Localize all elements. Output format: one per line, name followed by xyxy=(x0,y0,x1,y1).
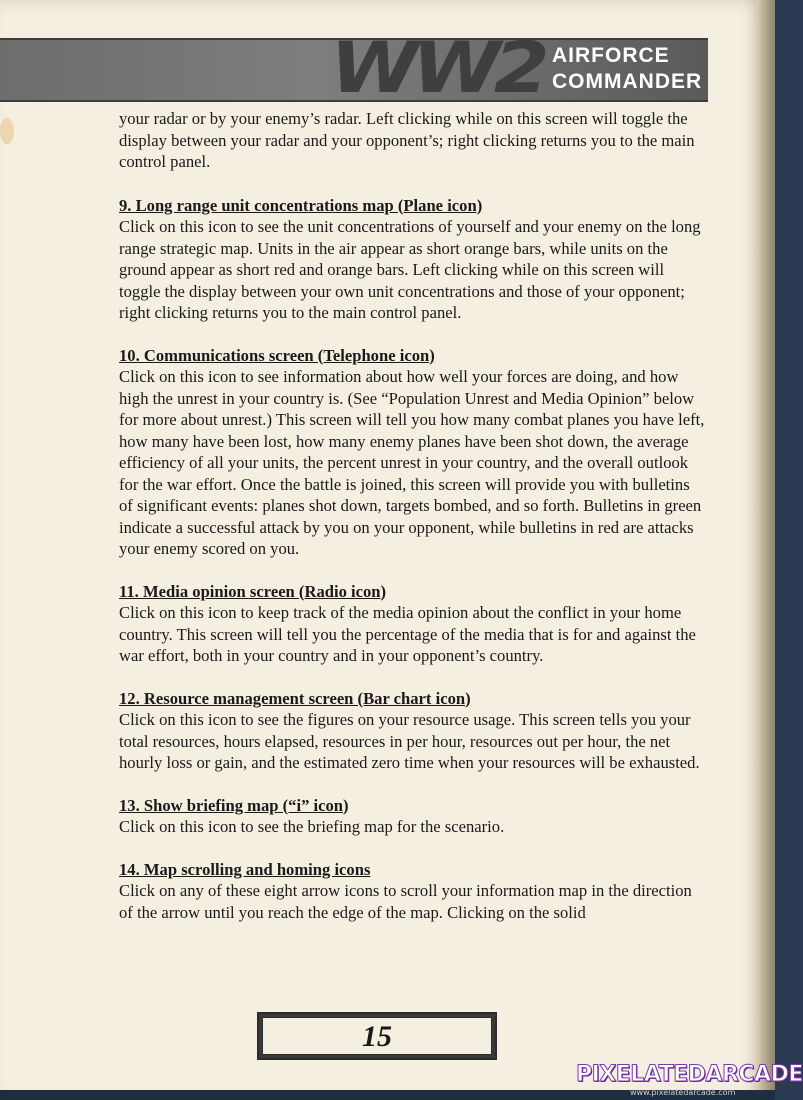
section-title-14: 14. Map scrolling and homing icons xyxy=(119,859,371,879)
logo-airforce: AIRFORCE xyxy=(552,44,670,67)
logo-ww2: WW2 xyxy=(330,27,543,109)
page-content xyxy=(119,108,707,923)
section-body-9: Click on this icon to see the unit concentrations of yourself and your enemy on the long range strategic map. Units in the air appear as short orange bars, while units on the ground appear as short red and orange bars. Left clicking while on this screen will toggle the display between your own unit concentrations and those of your opponent; right clicking returns you to the main control panel. xyxy=(119,217,701,322)
section-title-13: 13. Show briefing map (“i” icon) xyxy=(119,795,349,815)
section-body-13: Click on this icon to see the briefing map for the scenario. xyxy=(119,817,505,836)
watermark-url: www.pixelatedarcade.com xyxy=(630,1088,736,1097)
page-number-frame xyxy=(257,1012,497,1060)
page-edge-shadow xyxy=(757,0,775,1090)
section-body-11: Click on this icon to keep track of the media opinion about the conflict in your home country. This screen will tell you the percentage of the media that is for and against the war effort, both in your country and in your opponent’s country. xyxy=(119,603,696,665)
section-title-12: 12. Resource management screen (Bar chart icon) xyxy=(119,688,471,708)
section-body-10: Click on this icon to see information about how well your forces are doing, and how high the unrest in your country is. (See “Population Unrest and Media Opinion” below for more about unrest.) This screen will tell you how many combat planes you have left, how many have been lost, how many enemy planes have been shot down, the average efficiency of all your units, the percent unrest in your country, and the overall outlook for the war effort. Once the battle is joined, this screen will provide you with bulletins of significant events: planes shot down, targets bombed, and so forth. Bulletins in green indicate a successful attack by you on your opponent, while bulletins in red are attacks your enemy scored on you. xyxy=(119,367,705,558)
section-body-12: Click on this icon to see the figures on your resource usage. This screen tells you your total resources, hours elapsed, resources in per hour, resources out per hour, the net hourly loss or gain, and the estimated zero time when your resources will be exhausted. xyxy=(119,710,700,772)
section-title-11: 11. Media opinion screen (Radio icon) xyxy=(119,581,387,601)
page-number: 15 xyxy=(262,1017,492,1055)
section-title-10: 10. Communications screen (Telephone icon) xyxy=(119,345,435,365)
section-body-14: Click on any of these eight arrow icons to scroll your information map in the direction of the arrow until you reach the edge of the map. Clicking on the solid xyxy=(119,881,692,922)
logo-commander: COMMANDER xyxy=(552,70,703,93)
watermark-brand: PIXELATEDARCADE xyxy=(576,1062,803,1087)
section-title-9: 9. Long range unit concentrations map (Plane icon) xyxy=(119,195,483,215)
intro-paragraph: your radar or by your enemy’s radar. Left clicking while on this screen will toggle the display between your radar and your opponent’s; right clicking returns you to the main control panel. xyxy=(119,109,695,171)
margin-stain xyxy=(0,118,14,144)
